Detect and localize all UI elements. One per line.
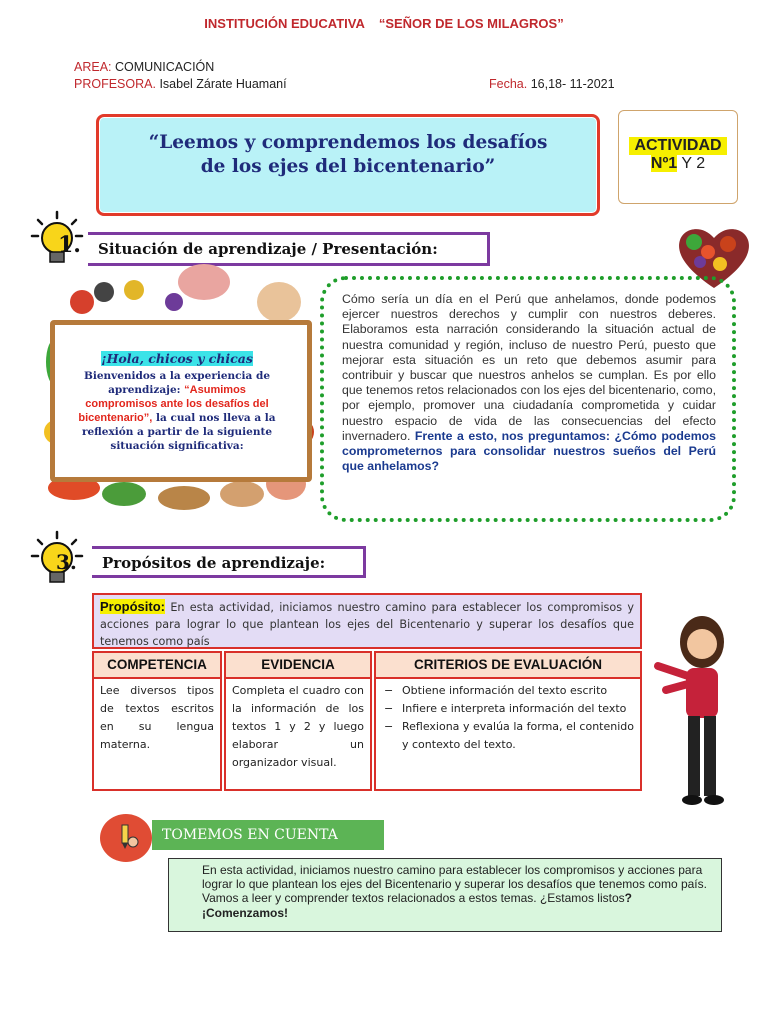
- teacher-label: PROFESORA.: [74, 77, 156, 91]
- welcome-greeting: ¡Hola, chicos y chicas: [101, 351, 253, 366]
- welcome-intro: Bienvenidos a la experiencia de aprendizaje:: [83, 370, 271, 396]
- welcome-text: [74, 352, 280, 453]
- institution-title: INSTITUCIÓN EDUCATIVA “SEÑOR DE LOS MILAGROS”: [204, 16, 564, 31]
- section-3-number: 3.: [56, 550, 77, 574]
- competencia-header: COMPETENCIA: [94, 653, 220, 679]
- title-line-1: “Leemos y comprendemos los desafíos: [148, 132, 548, 153]
- situation-body: Cómo sería un día en el Perú que anhelamos, donde podemos ejercer nuestros derechos y cumplir con nuestros deberes. Elaboramos esta narración considerando la situación actual de nuestra comunidad y región, incluso de nuestro Perú, puesto que mejorar esta situación es un reto que debemos asumir para contribuir y buscar que nuestros anhelos se cumplan. Es por ello que tenemos retos relacionados con los ejes del bicentenario, como, por ejemplo, promover una ciudadanía comprometida y cuidar nuestro espacio de vida de las consecuencias del efecto invernadero.: [342, 292, 716, 443]
- section-1-heading: Situación de aprendizaje / Presentación:: [88, 232, 490, 266]
- area-value: COMUNICACIÓN: [115, 60, 215, 74]
- welcome-outro: la cual nos lleva a la reflexión a partir de la siguiente situación significativa:: [81, 412, 276, 452]
- evaluation-table: [92, 651, 642, 791]
- criterios-column: [374, 651, 642, 791]
- evidencia-header: EVIDENCIA: [226, 653, 370, 679]
- criterio-item: − Reflexiona y evalúa la forma, el contenido y contexto del texto.: [402, 718, 634, 754]
- activity-word: ACTIVIDAD: [629, 137, 727, 155]
- purpose-label: Propósito:: [100, 599, 165, 614]
- situation-text: [342, 292, 716, 474]
- tomemos-text: [202, 863, 712, 920]
- activity-number: Nº1: [650, 155, 678, 172]
- tomemos-body: En esta actividad, iniciamos nuestro camino para establecer los compromisos y acciones para lograr lo que plantean los ejes del Bicentenario y superar los desafíos que tenemos como país. Vamos a leer y comprender textos relacionados a estos temas. ¿Estamos listos: [202, 863, 707, 906]
- criterio-item: − Infiere e interpreta información del texto: [402, 700, 634, 718]
- section-1-number: 1.: [58, 232, 81, 258]
- teacher-illustration: [648, 612, 744, 808]
- competencia-cell: Lee diversos tipos de textos escritos en su lengua materna.: [100, 684, 214, 751]
- teacher-value: Isabel Zárate Huamaní: [159, 77, 287, 91]
- date-value: 16,18- 11-2021: [530, 77, 615, 91]
- purpose-row: [92, 593, 642, 649]
- activity-tablet: [618, 110, 738, 204]
- date-line: [489, 77, 615, 91]
- pencil-hand-icon: [112, 822, 142, 852]
- criterio-item: − Obtiene información del texto escrito: [402, 682, 634, 700]
- criterios-header: CRITERIOS DE EVALUACIÓN: [376, 653, 640, 679]
- evidencia-cell: Completa el cuadro con la información de los textos 1 y 2 y luego elaborar un organizador visual.: [232, 684, 364, 769]
- title-line-2: de los ejes del bicentenario”: [200, 156, 496, 177]
- area-line: [74, 60, 214, 74]
- title-box: [96, 114, 600, 216]
- situation-question: Frente a esto, nos preguntamos: ¿Cómo podemos comprometernos para consolidar nuestros sueños del Perú que anhelamos?: [342, 428, 716, 474]
- area-label: AREA:: [74, 60, 112, 74]
- activity-rest: Y 2: [677, 155, 706, 172]
- criterios-list: [382, 682, 634, 754]
- tomemos-bold: ? ¡Comenzamos!: [202, 891, 632, 920]
- date-label: Fecha.: [489, 77, 528, 91]
- tomemos-label: TOMEMOS EN CUENTA: [152, 820, 384, 850]
- section-3-heading: Propósitos de aprendizaje:: [92, 546, 366, 578]
- evidencia-column: [224, 651, 372, 791]
- competencia-column: [92, 651, 222, 791]
- welcome-quote: “Asumimos compromisos ante los desafíos del bicentenario”,: [78, 384, 269, 424]
- purpose-text: En esta actividad, iniciamos nuestro camino para establecer los compromisos y acciones para lograr lo que plantean los ejes del Bicentenario y superar los desafíos que tenemos como país: [100, 601, 634, 648]
- activity-number-line: [629, 155, 727, 173]
- teacher-line: [74, 77, 287, 91]
